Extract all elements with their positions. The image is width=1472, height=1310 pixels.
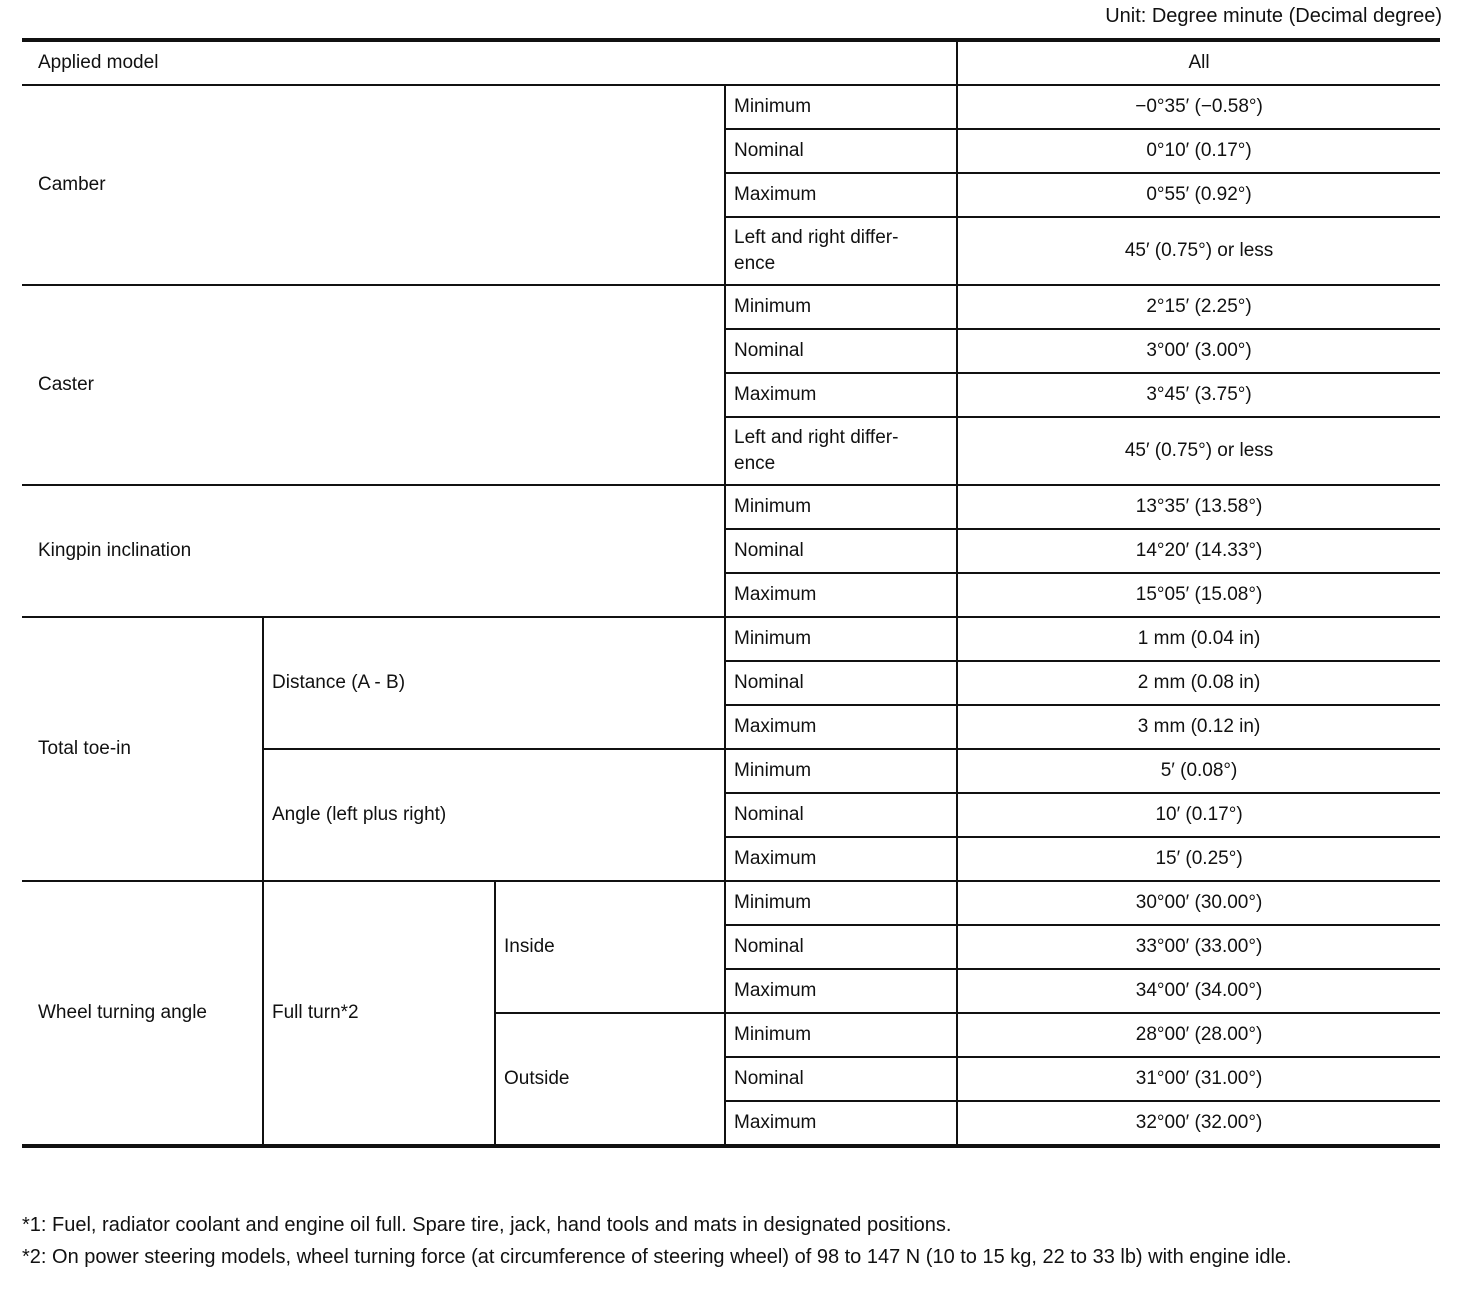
toe-distance-label: Distance (A - B) bbox=[263, 617, 725, 749]
row-value: 0°10′ (0.17°) bbox=[957, 129, 1440, 173]
row-key: Minimum bbox=[725, 881, 957, 925]
row-value: 33°00′ (33.00°) bbox=[957, 925, 1440, 969]
row-key: Left and right differ- ence bbox=[725, 417, 957, 485]
inside-label: Inside bbox=[495, 881, 725, 1013]
footnote-2: *2: On power steering models, wheel turning force (at circumference of steering wheel) of 98 to 147 N (10 to 15 kg, 22 to 33 lb) with engine idle. bbox=[22, 1246, 1292, 1268]
row-key: Left and right differ- ence bbox=[725, 217, 957, 285]
applied-model-label: Applied model bbox=[22, 40, 957, 85]
row-key: Nominal bbox=[725, 529, 957, 573]
row-value: 30°00′ (30.00°) bbox=[957, 881, 1440, 925]
row-value: 10′ (0.17°) bbox=[957, 793, 1440, 837]
row-value: 1 mm (0.04 in) bbox=[957, 617, 1440, 661]
row-key: Maximum bbox=[725, 969, 957, 1013]
table-row bbox=[22, 285, 1440, 329]
wheel-turning-label: Wheel turning angle bbox=[22, 881, 263, 1146]
row-key: Nominal bbox=[725, 661, 957, 705]
caster-label: Caster bbox=[22, 285, 725, 485]
row-value: 32°00′ (32.00°) bbox=[957, 1101, 1440, 1146]
row-key: Nominal bbox=[725, 129, 957, 173]
row-value: 28°00′ (28.00°) bbox=[957, 1013, 1440, 1057]
row-key: Maximum bbox=[725, 373, 957, 417]
row-key: Minimum bbox=[725, 85, 957, 129]
row-value: 15°05′ (15.08°) bbox=[957, 573, 1440, 617]
row-value: 5′ (0.08°) bbox=[957, 749, 1440, 793]
row-key: Minimum bbox=[725, 617, 957, 661]
table-row bbox=[22, 85, 1440, 129]
row-key: Maximum bbox=[725, 1101, 957, 1146]
row-key: Maximum bbox=[725, 837, 957, 881]
row-key: Nominal bbox=[725, 329, 957, 373]
row-key: Maximum bbox=[725, 573, 957, 617]
table-row bbox=[22, 881, 1440, 925]
toe-in-label: Total toe-in bbox=[22, 617, 263, 881]
row-value: 13°35′ (13.58°) bbox=[957, 485, 1440, 529]
row-key: Minimum bbox=[725, 285, 957, 329]
row-value: 34°00′ (34.00°) bbox=[957, 969, 1440, 1013]
wheel-alignment-table bbox=[22, 38, 1440, 1148]
table-row bbox=[22, 485, 1440, 529]
row-key: Maximum bbox=[725, 705, 957, 749]
applied-model-value: All bbox=[957, 40, 1440, 85]
row-value: 3°00′ (3.00°) bbox=[957, 329, 1440, 373]
camber-label: Camber bbox=[22, 85, 725, 285]
row-value: 45′ (0.75°) or less bbox=[957, 417, 1440, 485]
full-turn-label: Full turn*2 bbox=[263, 881, 495, 1146]
row-value: 3°45′ (3.75°) bbox=[957, 373, 1440, 417]
row-key: Minimum bbox=[725, 485, 957, 529]
row-key: Nominal bbox=[725, 925, 957, 969]
row-value: 2°15′ (2.25°) bbox=[957, 285, 1440, 329]
row-value: 3 mm (0.12 in) bbox=[957, 705, 1440, 749]
footnote-1: *1: Fuel, radiator coolant and engine oil full. Spare tire, jack, hand tools and mats in designated positions. bbox=[22, 1214, 952, 1236]
row-value: 0°55′ (0.92°) bbox=[957, 173, 1440, 217]
row-key: Nominal bbox=[725, 793, 957, 837]
table-row bbox=[22, 617, 1440, 661]
row-value: 15′ (0.25°) bbox=[957, 837, 1440, 881]
row-key: Maximum bbox=[725, 173, 957, 217]
row-key: Nominal bbox=[725, 1057, 957, 1101]
row-value: 31°00′ (31.00°) bbox=[957, 1057, 1440, 1101]
header-row bbox=[22, 40, 1440, 85]
unit-label: Unit: Degree minute (Decimal degree) bbox=[1105, 5, 1442, 27]
kingpin-label: Kingpin inclination bbox=[22, 485, 725, 617]
row-key: Minimum bbox=[725, 1013, 957, 1057]
toe-angle-label: Angle (left plus right) bbox=[263, 749, 725, 881]
row-key: Minimum bbox=[725, 749, 957, 793]
outside-label: Outside bbox=[495, 1013, 725, 1146]
row-value: 14°20′ (14.33°) bbox=[957, 529, 1440, 573]
row-value: 45′ (0.75°) or less bbox=[957, 217, 1440, 285]
row-value: 2 mm (0.08 in) bbox=[957, 661, 1440, 705]
footnotes bbox=[22, 1212, 1440, 1276]
row-value: −0°35′ (−0.58°) bbox=[957, 85, 1440, 129]
